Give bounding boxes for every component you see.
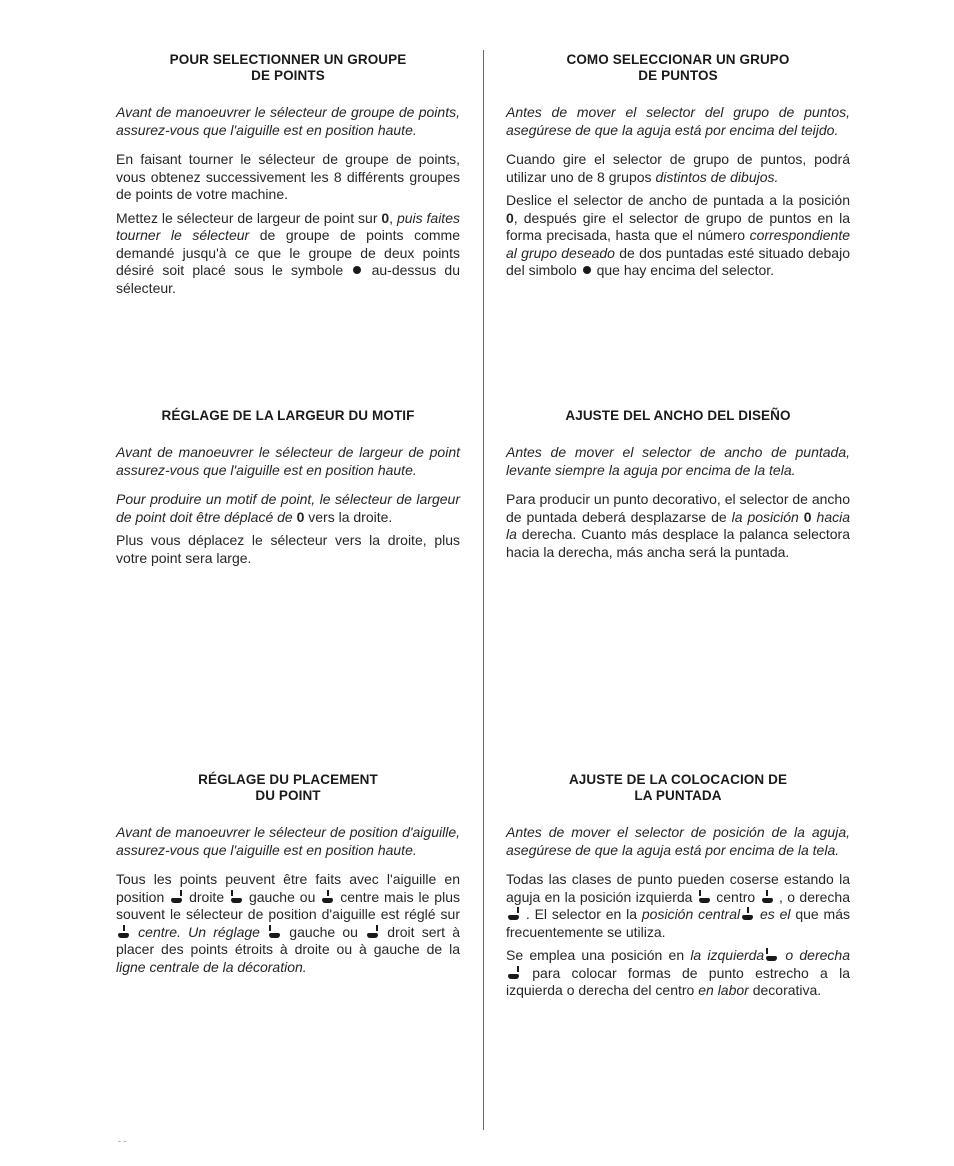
es-section-placement <box>506 772 850 1006</box>
fr-lead-select-group: Avant de manoeuvrer le sélecteur de groupe de points, assurez-vous que l'aiguille est en position haute. <box>116 104 460 138</box>
needle-left-icon <box>268 925 281 939</box>
needle-right-icon <box>366 925 379 939</box>
needle-center-icon <box>117 925 130 939</box>
fr-para-width-move: Pour produire un motif de point, le sélecteur de largeur de point doit être déplacé de 0 vers la droite. <box>116 491 460 525</box>
bullet-symbol-icon <box>583 266 591 274</box>
fr-para-group-cycle: En faisant tourner le sélecteur de groupe de points, vous obtenez successivement les 8 différents groupes de points de votre machine. <box>116 151 460 202</box>
es-lead-width: Antes de mover el selector de ancho de puntada, levante siempre la aguja por encima de la tela. <box>506 444 850 478</box>
fr-para-set-width: Mettez le sélecteur de largeur de point sur 0, puis faites tourner le sélecteur de groupe de points comme demandé jusqu'à ce que le groupe de deux points désiré soit placé sous le symbole au-dessus du sélecteur. <box>116 209 460 296</box>
es-section-width <box>506 408 850 567</box>
es-section-select-group <box>506 52 850 286</box>
fr-heading-select-group: POUR SELECTIONNER UN GROUPE DE POINTS <box>169 52 407 83</box>
fr-lead-placement: Avant de manoeuvrer le sélecteur de position d'aiguille, assurez-vous que l'aiguille est en position haute. <box>116 824 460 858</box>
fr-para-width-more: Plus vous déplacez le sélecteur vers la droite, plus votre point sera large. <box>116 532 460 566</box>
needle-center-icon <box>321 890 334 904</box>
fr-section-width <box>116 408 460 573</box>
page-footer-mark: - - <box>118 1136 127 1146</box>
es-heading-width: AJUSTE DEL ANCHO DEL DISEÑO <box>565 408 791 423</box>
es-para-side-position: Se emplea una posición en la izquierda o derecha para colocar formas de punto estrecho a la izquierda o derecha del centro en labor decorativa. <box>506 947 850 998</box>
fr-para-placement: Tous les points peuvent être faits avec l'aiguille en position droite gauche ou centre mais le plus souvent le sélecteur de position d'aiguille est réglé sur centre. Un réglage gauche ou droit sert à placer des points étroits à droite ou à gauche de la ligne centrale de la décoration. <box>116 871 460 975</box>
es-para-width-move: Para producir un punto decorativo, el selector de ancho de puntada deberá desplazarse de la posición 0 hacia la derecha. Cuanto más desplace la palanca selectora hacia la derecha, más ancha será la puntada. <box>506 491 851 560</box>
bullet-symbol-icon <box>353 266 361 274</box>
es-lead-select-group: Antes de mover el selector del grupo de puntos, asegúrese de que la aguja está por encima del teijdo. <box>506 104 850 138</box>
needle-right-icon <box>507 907 520 921</box>
needle-right-icon <box>170 890 183 904</box>
es-heading-placement: AJUSTE DE LA COLOCACION DE LA PUNTADA <box>568 772 788 803</box>
es-para-placement: Todas las clases de punto pueden coserse estando la aguja en la posición izquierda centro , o derecha . El selector en la posición central es el que más frecuentemente se utiliza. <box>506 871 850 940</box>
fr-heading-placement: RÉGLAGE DU PLACEMENT DU POINT <box>198 772 378 803</box>
fr-section-select-group <box>116 52 460 303</box>
es-heading-select-group: COMO SELECCIONAR UN GRUPO DE PUNTOS <box>566 52 790 83</box>
es-lead-placement: Antes de mover el selector de posición de la aguja, asegúrese de que la aguja está por encima de la tela. <box>506 824 850 858</box>
needle-left-icon <box>698 890 711 904</box>
fr-section-placement <box>116 772 460 982</box>
needle-center-icon <box>741 907 754 921</box>
es-para-set-width: Deslice el selector de ancho de puntada a la posición 0, después gire el selector de grupo de puntos en la forma precisada, hasta que el número correspondiente al grupo deseado de dos puntadas esté situado debajo del simbolo que hay encima del selector. <box>506 192 850 278</box>
needle-left-icon <box>230 890 243 904</box>
es-para-group-cycle: Cuando gire el selector de grupo de puntos, podrá utilizar uno de 8 grupos distintos de dibujos. <box>506 151 850 185</box>
needle-right-icon <box>507 966 520 980</box>
fr-lead-width: Avant de manoeuvrer le sélecteur de largeur de point assurez-vous que l'aiguille est en position haute. <box>116 444 460 478</box>
needle-center-icon <box>761 890 774 904</box>
column-divider <box>483 50 484 1130</box>
needle-left-icon <box>765 948 778 962</box>
fr-heading-width: RÉGLAGE DE LA LARGEUR DU MOTIF <box>161 408 415 423</box>
